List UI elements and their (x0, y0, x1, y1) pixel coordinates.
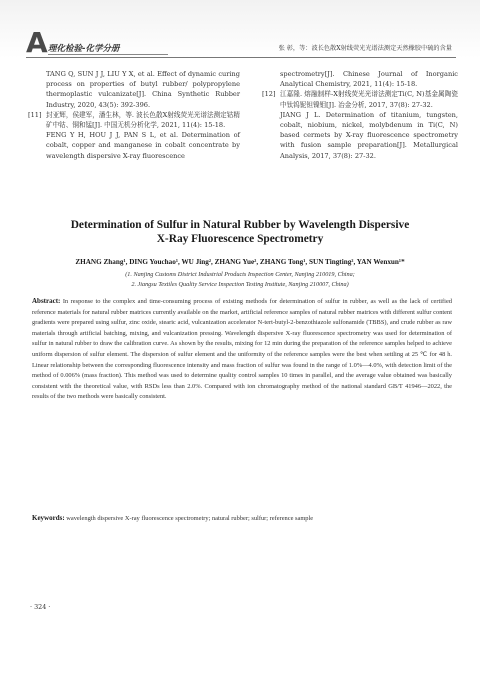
page-number: · 324 · (30, 603, 51, 611)
affiliation: (1. Nanjing Customs District Industrial Products Inspection Center, Nanjing 210019, China; (125, 271, 355, 278)
abstract-label: Abstract: (32, 297, 61, 305)
affiliation: 2. Jiangsu Textiles Quality Service Inspection Testing Institute, Nanjing 210007, China) (131, 281, 349, 288)
right-column-references (262, 69, 458, 161)
reference-entry: TANG Q, SUN J J, LIU Y X, et al. Effect of dynamic curing process on properties of butyl rubber/ polypropylene thermoplastic vulcanizate[J]. China Synthetic Rubber Industry, 2020, 43(5): 392-396. (46, 70, 240, 109)
reference-entry: spectrometry[J]. Chinese Journal of Inorganic Analytical Chemistry, 2021, 11(4): 15-18. (280, 70, 458, 89)
paper-title-line: Determination of Sulfur in Natural Rubber by Wavelength Dispersive (70, 219, 410, 231)
abstract (32, 296, 452, 403)
paper-title (40, 218, 440, 246)
running-head: 张 彰，等：波长色散X射线荧光光谱法测定天然橡胶中硫的含量 (278, 45, 452, 52)
keywords-label: Keywords: (32, 514, 65, 522)
page-header (0, 0, 480, 58)
keywords-text: wavelength dispersive X-ray fluorescence spectrometry; natural rubber; sulfur; reference sample (66, 515, 314, 522)
authors: ZHANG Zhang¹, DING Youchao¹, WU Jing², ZHANG Yue², ZHANG Tong¹, SUN Tingting², YAN Wenxun¹* (75, 258, 405, 266)
reference-entry (28, 110, 240, 130)
logo-letter: A (26, 26, 47, 59)
logo-underline (48, 54, 168, 55)
reference-entry: JIANG J L. Determination of titanium, tungsten, cobalt, niobium, nickel, molybdenum in Ti(C, N) based cermets by X-ray fluorescence spectrometry with fusion sample preparation[J]. Metallurgical Analysis, 2017, 37(8): 27-32. (280, 110, 458, 160)
reference-entry (262, 89, 458, 109)
header-rule (26, 57, 456, 58)
reference-text: 江嘉隆. 熔融制样-X射线荧光光谱法测定Ti(C, N)基金属陶瓷中钛钨铌钽镍钼[J]. 冶金分析, 2017, 37(8): 27-32. (280, 90, 458, 109)
reference-number: [11] (28, 110, 42, 119)
abstract-text: In response to the complex and time-consuming process of existing methods for determination of sulfur in rubber, as well as the lack of certified reference materials for natural rubber matrices currently available on the market, artificial reference samples of natural rubber matrices with different sulfur content gradients were prepared using sulfur, zinc oxide, stearic acid, vulcanization accelerator N-tert-butyl-2-benzothiazole sulfonamide (TBBS), and crude rubber as raw materials through artificial batching, mixing, and vulcanization pressing. Wavelength dispersive X-ray fluorescence spectrometry was used for determination of sulfur in natural rubber to draw the calibration curve. As shown by the results, mixing for 12 min during the preparation of the reference samples helped to achieve uniform dispersion of sulfur element. The dispersion of sulfur element and the uniformity of the reference samples were the best when settling at 25 ℃ for 48 h. Linear relationship between the corresponding fluorescence intensity and mass fraction of sulfur was found in the range of 1.0%—4.0%, with detection limit of the method of 0.006% (mass fraction). This method was used to determine quality control samples 10 times in parallel, and the average value obtained was basically consistent with the theoretical value, with RSDs less than 2.0%. Compared with ion chromatography method of the national standard GB/T 41946—2022, the results of the two methods were basically consistent. (32, 298, 452, 401)
reference-number: [12] (262, 90, 276, 99)
left-column-references (28, 69, 240, 161)
reference-entry: FENG Y H, HOU J J, PAN S L, et al. Determination of cobalt, copper and manganese in cobalt concentrate by wavelength dispersive X-ray fluorescence (46, 131, 240, 160)
journal-name: 理化检验-化学分册 (48, 44, 120, 54)
keywords (32, 514, 452, 522)
paper-title-line: X-Ray Fluorescence Spectrometry (156, 233, 324, 245)
reference-text: 封亚辉，侯建军，潘生林，等. 波长色散X射线荧光光谱法测定钴精矿中钴、铜和锰[J]. 中国无机分析化学, 2021, 11(4): 15-18. (46, 110, 240, 130)
